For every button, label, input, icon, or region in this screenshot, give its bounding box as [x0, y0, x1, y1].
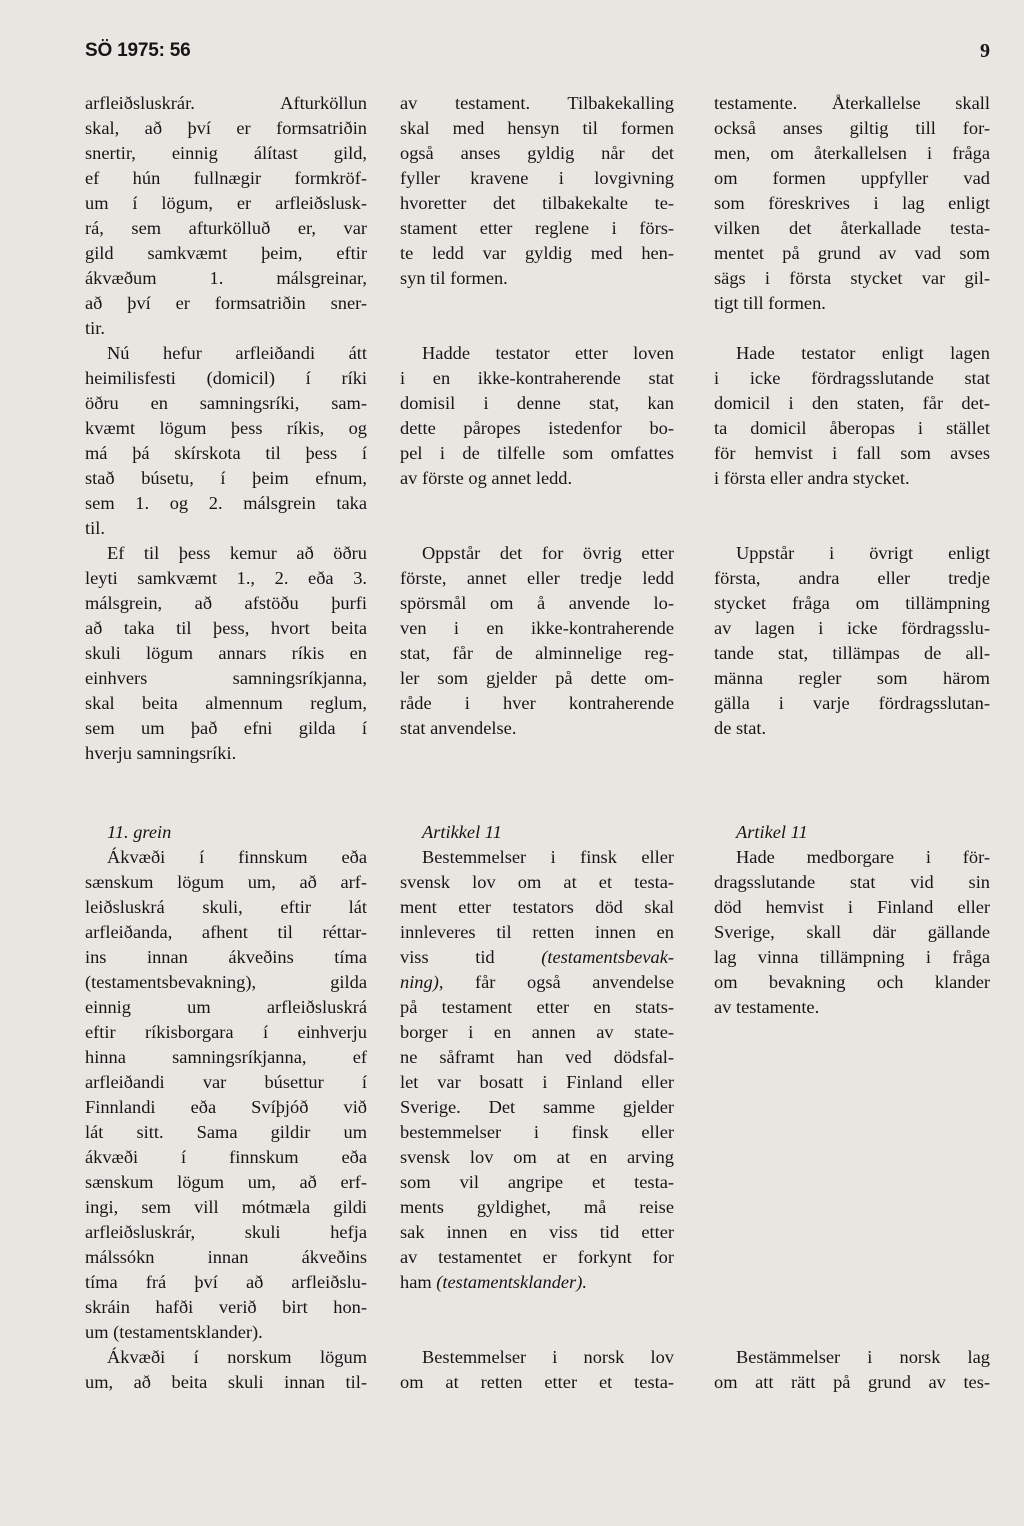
text-line: Sverige. Det samme gjelder	[400, 1097, 674, 1117]
text-line: Bestämmelser i norsk lag	[736, 1347, 990, 1367]
text-line: svensk lov om at et testa-	[400, 872, 674, 892]
text-line: tigt till formen.	[714, 293, 826, 313]
text-line: Bestemmelser i norsk lov	[422, 1347, 674, 1367]
text-line: ákvæðum 1. málsgreinar,	[85, 268, 367, 288]
text-line: ne såframt han ved dödsfal-	[400, 1047, 674, 1067]
text-line: testamente. Återkallelse skall	[714, 93, 990, 113]
text-line: av testament. Tilbakekalling	[400, 93, 674, 113]
text-line: Hade medborgare i för-	[736, 847, 990, 867]
text-line: heimilisfesti (domicil) í ríki	[85, 368, 367, 388]
text-line: borger i en annen av state-	[400, 1022, 674, 1042]
text-line: einhvers samningsríkjanna,	[85, 668, 367, 688]
text-span: får også anvendelse	[443, 972, 674, 992]
text-line: Ef til þess kemur að öðru	[107, 543, 367, 563]
text-line: vilken det återkallade testa-	[714, 218, 990, 238]
text-line: gild samkvæmt þeim, eftir	[85, 243, 367, 263]
text-line: eftir ríkisborgara í einhverju	[85, 1022, 367, 1042]
text-line: Ákvæði í finnskum eða	[107, 847, 367, 867]
italic-term: ning),	[400, 972, 444, 992]
text-line: skal beita almennum reglum,	[85, 693, 367, 713]
text-line: Nú hefur arfleiðandi átt	[107, 343, 367, 363]
text-line: gälla i varje fördragsslutan-	[714, 693, 990, 713]
text-line: um í lögum, er arfleiðslusk-	[85, 193, 367, 213]
text-line: lag vinna tillämpning i fråga	[714, 947, 990, 967]
text-line: sænskum lögum um, að arf-	[85, 872, 367, 892]
text-line: domicil i den staten, får det-	[714, 393, 990, 413]
text-line: leyti samkvæmt 1., 2. eða 3.	[85, 568, 367, 588]
text-line	[400, 1270, 674, 1295]
text-line: Sverige, skall där gällande	[714, 922, 990, 942]
text-span: ham	[400, 1272, 437, 1292]
text-line: pel i de tilfelle som omfattes	[400, 443, 674, 463]
text-line: til.	[85, 518, 105, 538]
text-line: död hemvist i Finland eller	[714, 897, 990, 917]
text-line: i första eller andra stycket.	[714, 468, 910, 488]
text-line: stat anvendelse.	[400, 718, 517, 738]
text-line: rá, sem afturkölluð er, var	[85, 218, 367, 238]
text-line: skráin hafði verið birt hon-	[85, 1297, 367, 1317]
text-line: Bestemmelser i finsk eller	[422, 847, 674, 867]
text-line: om formen uppfyller vad	[714, 168, 990, 188]
text-line: tande stat, tillämpas de all-	[714, 643, 990, 663]
text-line: första, andra eller tredje	[714, 568, 990, 588]
text-line: förste, annet eller tredje ledd	[400, 568, 674, 588]
text-line: ven i en ikke-kontraherende	[400, 618, 674, 638]
section-heading: Artikkel 11	[422, 822, 502, 842]
running-header: SÖ 1975: 56	[85, 40, 191, 61]
text-line: að taka til þess, hvort beita	[85, 618, 367, 638]
italic-term: (testamentsbevak-	[541, 947, 674, 967]
text-line: stament etter reglene i förs-	[400, 218, 674, 238]
text-line: einnig um arfleiðsluskrá	[85, 997, 367, 1017]
text-line: snertir, einnig álítast gild,	[85, 143, 367, 163]
text-line: tir.	[85, 318, 105, 338]
text-line: av lagen i icke fördragsslu-	[714, 618, 990, 638]
text-line: sem um það efni gilda í	[85, 718, 367, 738]
text-line: stað búsetu, í þeim efnum,	[85, 468, 367, 488]
text-span: viss tid	[400, 947, 542, 967]
text-line: fyller kravene i lovgivning	[400, 168, 674, 188]
text-line: te ledd var gyldig med hen-	[400, 243, 674, 263]
text-line: sænskum lögum um, að erf-	[85, 1172, 367, 1192]
text-line: dragsslutande stat vid sin	[714, 872, 990, 892]
text-line: skal med hensyn til formen	[400, 118, 674, 138]
text-line: også anses gyldig når det	[400, 143, 674, 163]
text-line: ingi, sem vill mótmæla gildi	[85, 1197, 367, 1217]
text-line: på testament etter en stats-	[400, 997, 674, 1017]
text-line: syn til formen.	[400, 268, 508, 288]
text-line: i icke fördragsslutande stat	[714, 368, 990, 388]
text-line: ta domicil åberopas i stället	[714, 418, 990, 438]
text-line: i en ikke-kontraherende stat	[400, 368, 674, 388]
text-line: um, að beita skuli innan til-	[85, 1372, 367, 1392]
text-line: arfleiðsluskrár, skuli hefja	[85, 1222, 367, 1242]
text-line: råde i hver kontraherende	[400, 693, 674, 713]
italic-term: (testamentsklander).	[436, 1272, 587, 1292]
text-line	[400, 945, 674, 970]
text-line: om att rätt på grund av tes-	[714, 1372, 990, 1392]
text-line: um (testamentsklander).	[85, 1322, 263, 1342]
text-line: också anses giltig till for-	[714, 118, 990, 138]
text-line: de stat.	[714, 718, 767, 738]
text-line: männa regler som härom	[714, 668, 990, 688]
text-line: stycket fråga om tillämpning	[714, 593, 990, 613]
text-line: ákvæði í finnskum eða	[85, 1147, 367, 1167]
text-line: om bevakning och klander	[714, 972, 990, 992]
text-line: öðru en samningsríki, sam-	[85, 393, 367, 413]
text-line: sem 1. og 2. málsgrein taka	[85, 493, 367, 513]
text-line: dette påropes istedenfor bo-	[400, 418, 674, 438]
text-line: ments gyldighet, må reise	[400, 1197, 674, 1217]
text-line: domisil i denne stat, kan	[400, 393, 674, 413]
text-line: mentet på grund av vad som	[714, 243, 990, 263]
text-line: málsgrein, að afstöðu þurfi	[85, 593, 367, 613]
page-number: 9	[980, 40, 990, 62]
text-line	[400, 970, 674, 995]
text-line: Uppstår i övrigt enligt	[736, 543, 990, 563]
text-line: arfleiðandi var búsettur í	[85, 1072, 367, 1092]
text-line: lát sitt. Sama gildir um	[85, 1122, 367, 1142]
text-line: kvæmt lögum þess ríkis, og	[85, 418, 367, 438]
text-line: svensk lov om at en arving	[400, 1147, 674, 1167]
text-line: spörsmål om å anvende lo-	[400, 593, 674, 613]
text-line: að því er formsatriðin sner-	[85, 293, 367, 313]
text-line: má þá skírskota til þess í	[85, 443, 367, 463]
text-line: Oppstår det for övrig etter	[422, 543, 674, 563]
text-line: hinna samningsríkjanna, ef	[85, 1047, 367, 1067]
text-line: ler som gjelder på dette om-	[400, 668, 674, 688]
text-line: hverju samningsríki.	[85, 743, 237, 763]
text-line: sägs i första stycket var gil-	[714, 268, 990, 288]
text-line: leiðsluskrá skuli, eftir lát	[85, 897, 367, 917]
text-line: av testamentet er forkynt for	[400, 1247, 674, 1267]
text-line: Hade testator enligt lagen	[736, 343, 990, 363]
text-line: som föreskrives i lag enligt	[714, 193, 990, 213]
text-line: let var bosatt i Finland eller	[400, 1072, 674, 1092]
text-line: arfleiðanda, afhent til réttar-	[85, 922, 367, 942]
text-line: ment etter testators död skal	[400, 897, 674, 917]
text-line: Hadde testator etter loven	[422, 343, 674, 363]
text-line: tíma frá því að arfleiðslu-	[85, 1272, 367, 1292]
text-line: innleveres til retten innen en	[400, 922, 674, 942]
text-line: ins innan ákveðins tíma	[85, 947, 367, 967]
text-line: av förste og annet ledd.	[400, 468, 573, 488]
section-heading: 11. grein	[107, 822, 172, 842]
text-line: skuli lögum annars ríkis en	[85, 643, 367, 663]
text-line: skal, að því er formsatriðin	[85, 118, 367, 138]
text-line: bestemmelser i finsk eller	[400, 1122, 674, 1142]
text-line: som vil angripe et testa-	[400, 1172, 674, 1192]
text-line: Finnlandi eða Svíþjóð við	[85, 1097, 367, 1117]
text-line: av testamente.	[714, 997, 820, 1017]
text-line: men, om återkallelsen i fråga	[714, 143, 990, 163]
text-line: hvoretter det tilbakekalte te-	[400, 193, 674, 213]
text-line: Ákvæði í norskum lögum	[107, 1347, 367, 1367]
text-line: sak innen en viss tid etter	[400, 1222, 674, 1242]
text-line: om at retten etter et testa-	[400, 1372, 674, 1392]
text-line: för hemvist i fall som avses	[714, 443, 990, 463]
text-line: stat, får de alminnelige reg-	[400, 643, 674, 663]
text-line: málssókn innan ákveðins	[85, 1247, 367, 1267]
text-line: arfleiðsluskrár. Afturköllun	[85, 93, 367, 113]
section-heading: Artikel 11	[736, 822, 808, 842]
text-line: (testamentsbevakning), gilda	[85, 972, 367, 992]
text-line: ef hún fullnægir formkröf-	[85, 168, 367, 188]
